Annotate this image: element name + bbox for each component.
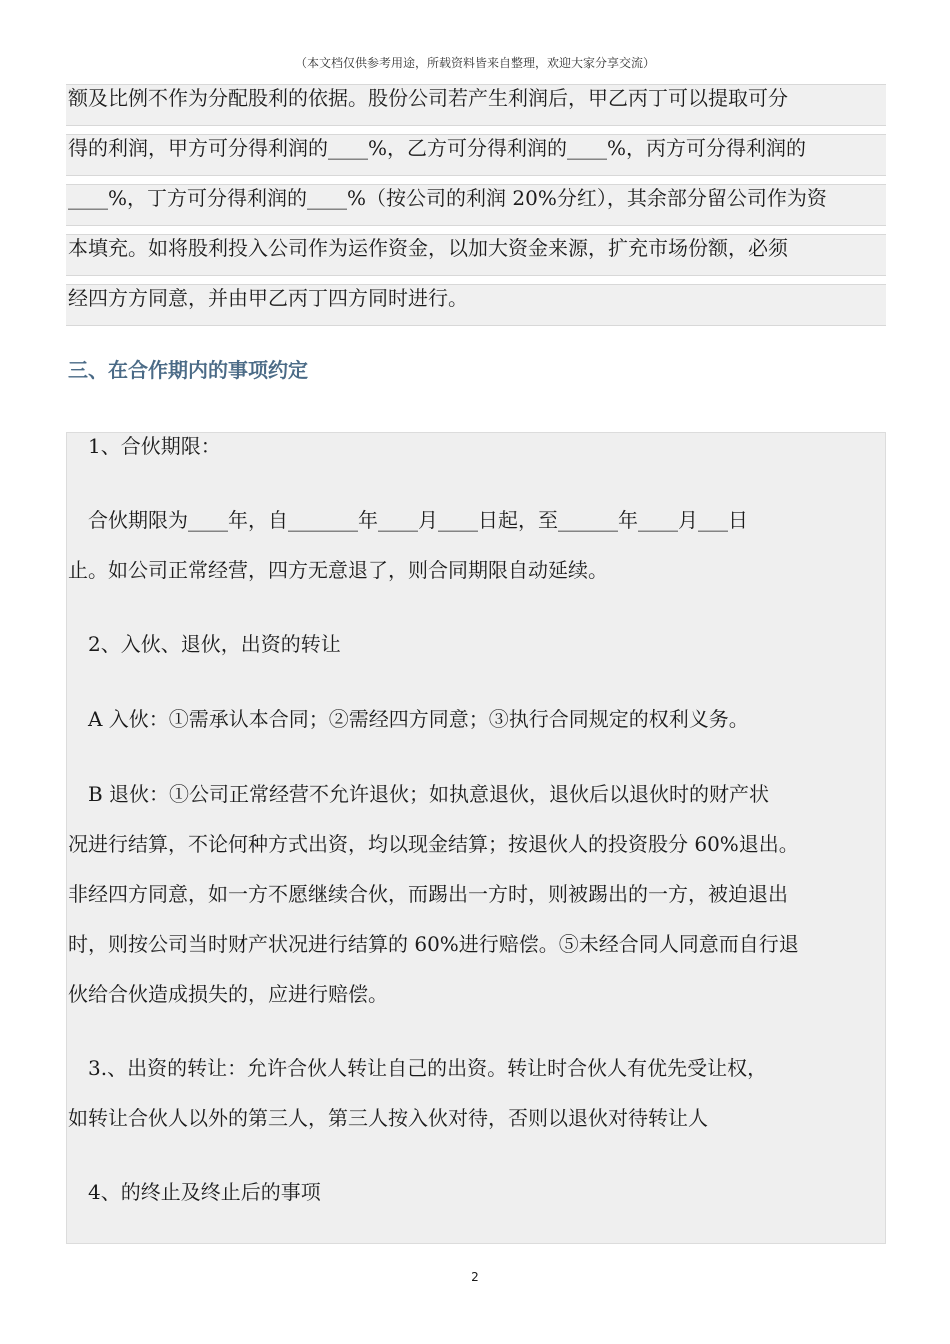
term-line: 4、的终止及终止后的事项 bbox=[68, 1180, 321, 1204]
term-line: 合伙期限为____年，自_______年____月____日起，至______年____月___日 bbox=[68, 508, 748, 532]
section-heading: 三、在合作期内的事项约定 bbox=[68, 358, 308, 382]
term-line: 如转让合伙人以外的第三人，第三人按入伙对待，否则以退伙对待转让人 bbox=[68, 1106, 708, 1130]
page-number: 2 bbox=[471, 1270, 479, 1284]
term-line: 时，则按公司当时财产状况进行结算的 60%进行赔偿。⑤未经合同人同意而自行退 bbox=[68, 932, 799, 956]
term-line: 2、入伙、退伙，出资的转让 bbox=[68, 632, 341, 656]
term-line: 伙给合伙造成损失的，应进行赔偿。 bbox=[68, 982, 388, 1006]
term-line: 1、合伙期限： bbox=[68, 434, 221, 458]
paragraph-line: ____%，丁方可分得利润的____%（按公司的利润 20%分红），其余部分留公司作为资 bbox=[68, 186, 827, 210]
term-line: A 入伙：①需承认本合同；②需经四方同意；③执行合同规定的权利义务。 bbox=[68, 707, 749, 731]
paragraph-line: 得的利润，甲方可分得利润的____%，乙方可分得利润的____%，丙方可分得利润的 bbox=[68, 136, 807, 160]
term-line: 非经四方同意，如一方不愿继续合伙，而踢出一方时，则被踢出的一方，被迫退出 bbox=[68, 882, 788, 906]
paragraph-line: 经四方方同意，并由甲乙丙丁四方同时进行。 bbox=[68, 286, 468, 310]
term-line: 3.、出资的转让：允许合伙人转让自己的出资。转让时合伙人有优先受让权， bbox=[68, 1056, 768, 1080]
term-line: 况进行结算，不论何种方式出资，均以现金结算；按退伙人的投资股分 60%退出。 bbox=[68, 832, 799, 856]
paragraph-line: 额及比例不作为分配股利的依据。股份公司若产生利润后，甲乙丙丁可以提取可分 bbox=[68, 86, 788, 110]
term-line: 止。如公司正常经营，四方无意退了，则合同期限自动延续。 bbox=[68, 558, 608, 582]
paragraph-line: 本填充。如将股利投入公司作为运作资金，以加大资金来源，扩充市场份额，必须 bbox=[68, 236, 788, 260]
term-line: B 退伙：①公司正常经营不允许退伙；如执意退伙，退伙后以退伙时的财产状 bbox=[68, 782, 770, 806]
header-note: （本文档仅供参考用途，所载资料皆来自整理，欢迎大家分享交流） bbox=[294, 56, 655, 70]
